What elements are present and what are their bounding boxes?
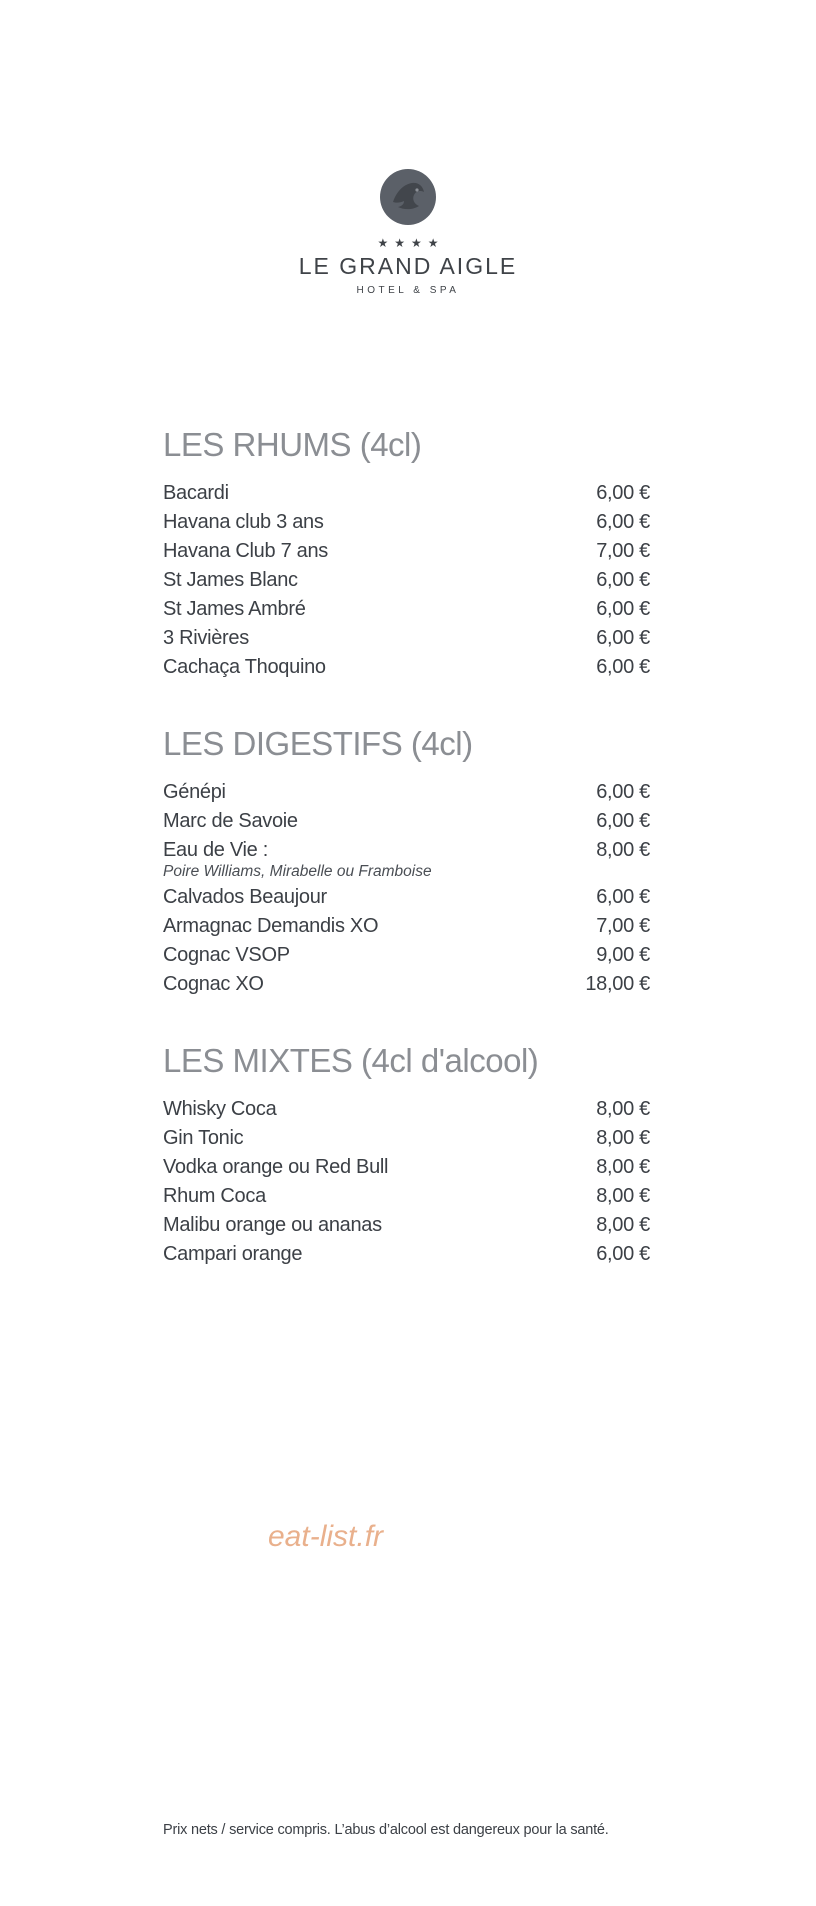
section-rhums: [163, 425, 650, 682]
section-title: LES RHUMS (4cl): [163, 426, 422, 463]
item-name: Génépi: [163, 781, 226, 803]
item-name: Whisky Coca: [163, 1098, 277, 1120]
footer-disclaimer: Prix nets / service compris. L’abus d’alcool est dangereux pour la santé.: [163, 1822, 609, 1838]
item-name: Havana club 3 ans: [163, 511, 324, 533]
item-price: 6,00 €: [596, 1243, 650, 1265]
item-name: Campari orange: [163, 1243, 303, 1265]
menu-item: [163, 508, 650, 537]
section-digestifs: [163, 724, 650, 999]
item-name: Cachaça Thoquino: [163, 656, 326, 678]
item-price: 7,00 €: [596, 915, 650, 937]
menu-item: [163, 653, 650, 682]
item-name: Eau de Vie :: [163, 839, 269, 861]
item-price: 6,00 €: [596, 810, 650, 832]
menu-item: [163, 566, 650, 595]
menu-item: [163, 1211, 650, 1240]
menu-item: [163, 778, 650, 807]
item-name: Armagnac Demandis XO: [163, 915, 379, 937]
hotel-stars: ★★★★: [377, 236, 445, 250]
item-name: Cognac VSOP: [163, 944, 290, 966]
item-name: Calvados Beaujour: [163, 886, 327, 908]
item-price: 18,00 €: [585, 973, 650, 995]
item-price: 6,00 €: [596, 511, 650, 533]
item-name: Gin Tonic: [163, 1127, 244, 1149]
hotel-logo: [0, 168, 816, 296]
section-title: LES DIGESTIFS (4cl): [163, 725, 473, 762]
menu-item: [163, 1240, 650, 1269]
menu-item: [163, 479, 650, 508]
drinks-menu: [163, 425, 650, 1311]
item-price: 6,00 €: [596, 656, 650, 678]
hotel-subtitle: HOTEL & SPA: [356, 285, 460, 296]
item-price: 8,00 €: [596, 839, 650, 861]
menu-item: [163, 1153, 650, 1182]
item-price: 6,00 €: [596, 781, 650, 803]
menu-item: [163, 912, 650, 941]
menu-item: [163, 836, 650, 865]
item-price: 6,00 €: [596, 482, 650, 504]
section-title: LES MIXTES (4cl d'alcool): [163, 1042, 539, 1079]
item-name: 3 Rivières: [163, 627, 249, 649]
item-name: Vodka orange ou Red Bull: [163, 1156, 389, 1178]
menu-item: [163, 941, 650, 970]
item-price: 8,00 €: [596, 1127, 650, 1149]
item-name: Bacardi: [163, 482, 229, 504]
item-price: 9,00 €: [596, 944, 650, 966]
item-note: Poire Williams, Mirabelle ou Framboise: [163, 863, 432, 880]
menu-item: [163, 1124, 650, 1153]
menu-item: [163, 970, 650, 999]
menu-item: [163, 537, 650, 566]
menu-item: [163, 807, 650, 836]
item-price: 8,00 €: [596, 1214, 650, 1236]
item-name: Cognac XO: [163, 973, 264, 995]
item-price: 6,00 €: [596, 627, 650, 649]
item-name: Havana Club 7 ans: [163, 540, 329, 562]
item-price: 7,00 €: [596, 540, 650, 562]
item-name: Malibu orange ou ananas: [163, 1214, 382, 1236]
item-price: 6,00 €: [596, 886, 650, 908]
item-name: Marc de Savoie: [163, 810, 298, 832]
section-mixtes: [163, 1041, 650, 1269]
watermark: eat-list.fr: [268, 1520, 384, 1553]
item-price: 6,00 €: [596, 598, 650, 620]
hotel-name: LE GRAND AIGLE: [298, 253, 518, 279]
item-name: St James Ambré: [163, 598, 306, 620]
menu-item: [163, 595, 650, 624]
item-price: 8,00 €: [596, 1156, 650, 1178]
item-name: St James Blanc: [163, 569, 298, 591]
item-price: 8,00 €: [596, 1185, 650, 1207]
menu-item: [163, 1182, 650, 1211]
menu-item: [163, 624, 650, 653]
item-name: Rhum Coca: [163, 1185, 266, 1207]
item-price: 6,00 €: [596, 569, 650, 591]
item-price: 8,00 €: [596, 1098, 650, 1120]
menu-item: [163, 1095, 650, 1124]
eagle-emblem-icon: [379, 168, 437, 226]
menu-item: [163, 883, 650, 912]
